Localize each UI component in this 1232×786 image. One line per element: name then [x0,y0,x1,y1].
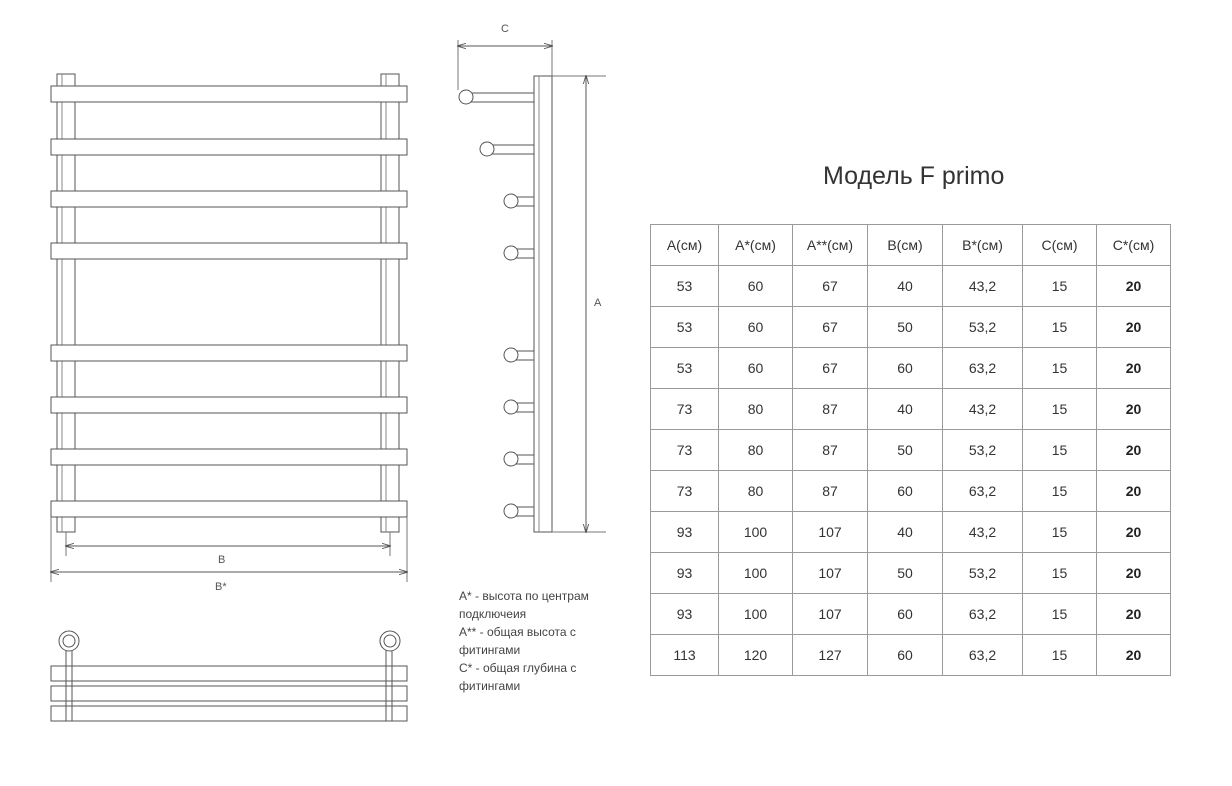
table-cell: 20 [1097,307,1171,348]
table-cell: 73 [651,471,719,512]
table-cell: 87 [793,471,868,512]
rung [51,139,407,155]
side-post [534,76,552,532]
table-cell: 20 [1097,594,1171,635]
dimension-b-star-label: B* [215,581,227,593]
table-cell: 113 [651,635,719,676]
note-line: А* - высота по центрам [459,589,589,603]
table-cell: 20 [1097,430,1171,471]
side-peg [504,246,534,260]
table-cell: 43,2 [943,389,1023,430]
side-peg [504,348,534,362]
dimensions-table [650,224,1171,676]
table-cell: 15 [1023,471,1097,512]
table-cell: 20 [1097,389,1171,430]
table-cell: 15 [1023,594,1097,635]
top-rail [51,706,407,721]
top-rail [51,686,407,701]
dimension-a-label: A [594,297,602,309]
note-line: фитингами [459,679,521,693]
table-cell: 63,2 [943,471,1023,512]
table-cell: 20 [1097,635,1171,676]
table-cell: 20 [1097,553,1171,594]
table-cell: 43,2 [943,266,1023,307]
table-cell: 73 [651,430,719,471]
table-cell: 60 [868,471,943,512]
table-row [651,348,1171,389]
column-header: В*(см) [943,225,1023,266]
table-cell: 107 [793,553,868,594]
column-header: В(см) [868,225,943,266]
top-view [51,631,407,721]
table-cell: 63,2 [943,348,1023,389]
table-cell: 100 [719,594,793,635]
column-header: А**(см) [793,225,868,266]
table-cell: 87 [793,430,868,471]
note-line: А** - общая высота с [459,625,576,639]
table-cell: 53,2 [943,430,1023,471]
table-cell: 20 [1097,512,1171,553]
column-header: А(см) [651,225,719,266]
table-cell: 60 [719,307,793,348]
note-line: С* - общая глубина с [459,661,577,675]
table-cell: 60 [719,348,793,389]
table-cell: 20 [1097,471,1171,512]
table-row [651,389,1171,430]
table-cell: 80 [719,430,793,471]
table-cell: 15 [1023,635,1097,676]
table-cell: 53,2 [943,553,1023,594]
table-cell: 40 [868,389,943,430]
table-cell: 67 [793,266,868,307]
note-line: фитингами [459,643,521,657]
table-cell: 50 [868,430,943,471]
rung [51,501,407,517]
table-cell: 80 [719,471,793,512]
column-header: А*(см) [719,225,793,266]
table-cell: 60 [868,635,943,676]
table-cell: 100 [719,553,793,594]
table-cell: 50 [868,307,943,348]
table-row [651,430,1171,471]
rung [51,243,407,259]
table-cell: 43,2 [943,512,1023,553]
table-cell: 53 [651,307,719,348]
table-cell: 63,2 [943,635,1023,676]
table-row [651,594,1171,635]
table-cell: 53 [651,348,719,389]
table-cell: 60 [868,348,943,389]
table-cell: 53,2 [943,307,1023,348]
table-cell: 127 [793,635,868,676]
table-cell: 50 [868,553,943,594]
table-cell: 100 [719,512,793,553]
table-cell: 15 [1023,430,1097,471]
table-cell: 15 [1023,266,1097,307]
table-cell: 15 [1023,512,1097,553]
top-rail [51,666,407,681]
table-row [651,635,1171,676]
table-cell: 40 [868,266,943,307]
side-peg [504,194,534,208]
rung [51,86,407,102]
table-cell: 80 [719,389,793,430]
table-cell: 107 [793,594,868,635]
front-view [51,74,407,582]
table-cell: 63,2 [943,594,1023,635]
rung [51,397,407,413]
column-header: С*(см) [1097,225,1171,266]
table-cell: 40 [868,512,943,553]
table-cell: 67 [793,348,868,389]
note-line: подключеия [459,607,527,621]
table-cell: 67 [793,307,868,348]
table-cell: 60 [719,266,793,307]
table-cell: 87 [793,389,868,430]
side-view [458,40,606,532]
table-cell: 93 [651,594,719,635]
table-cell: 107 [793,512,868,553]
table-cell: 93 [651,553,719,594]
table-cell: 93 [651,512,719,553]
rung [51,191,407,207]
rung [51,345,407,361]
side-peg [504,504,534,518]
table-row [651,471,1171,512]
table-row [651,553,1171,594]
legend-notes [459,587,589,695]
table-row [651,307,1171,348]
page-title: Модель F primo [823,162,1005,190]
table-cell: 53 [651,266,719,307]
table-cell: 15 [1023,307,1097,348]
table-cell: 120 [719,635,793,676]
table-row [651,266,1171,307]
side-peg [504,452,534,466]
column-header: С(см) [1023,225,1097,266]
table-row [651,512,1171,553]
table-cell: 15 [1023,348,1097,389]
table-header-row [651,225,1171,266]
table-cell: 15 [1023,389,1097,430]
table-cell: 20 [1097,348,1171,389]
side-peg [504,400,534,414]
rung [51,449,407,465]
side-peg [480,142,534,156]
dimension-c-label: C [501,23,509,35]
side-peg [459,90,534,104]
table-cell: 60 [868,594,943,635]
dimension-b-label: B [218,554,226,566]
table-cell: 20 [1097,266,1171,307]
table-cell: 73 [651,389,719,430]
table-cell: 15 [1023,553,1097,594]
